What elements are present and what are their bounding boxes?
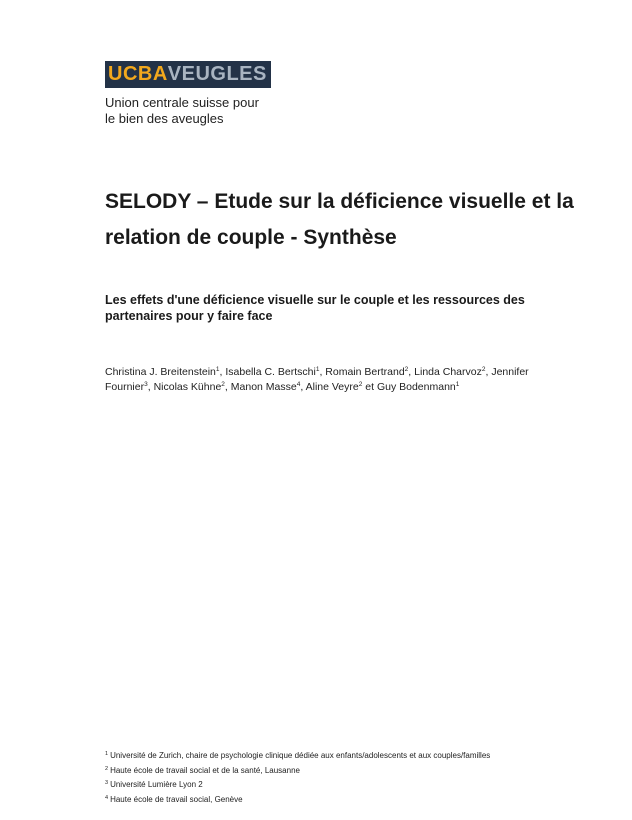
author-name: Nicolas Kühne [153,381,222,393]
author-name: Romain Bertrand [325,366,405,378]
document-title: SELODY – Etude sur la déficience visuelle et la relation de couple - Synthèse [105,190,574,249]
author-affiliation: 2 [481,366,486,373]
ucba-logo [105,61,271,88]
author-affiliation: 2 [358,381,363,388]
footnotes [105,749,585,807]
author-name: Aline Veyre [305,381,359,393]
footnote-item [105,749,585,764]
author-affiliation: 2 [221,381,225,388]
footnote-text: Université Lumière Lyon 2 [110,780,203,789]
footnote-number: 4 [105,794,109,801]
organization-line-2: le bien des aveugles [105,111,224,126]
logo-text-aveugles: VEUGLES [167,63,267,85]
author-affiliation: 2 [404,366,409,373]
author-affiliation: 1 [315,366,320,373]
author-separator: , [485,366,492,378]
author-name: Guy Bodenmann [376,381,456,393]
footnote-item [105,764,585,779]
author-name: Isabella C. Bertschi [225,366,316,378]
organization-line-1: Union centrale suisse pour [105,95,259,110]
author-name: Christina J. Breitenstein [105,366,216,378]
author-affiliation: 1 [215,366,220,373]
footnote-item [105,793,585,808]
organization-name [105,95,405,127]
footnote-item [105,778,585,793]
footnote-number: 1 [105,751,109,757]
logo-text-ucba: UCBA [108,63,168,85]
footnote-text: Haute école de travail social et de la santé, Lausanne [110,765,300,775]
footnote-text: Haute école de travail social, Genève [110,794,243,804]
author-separator: et [362,381,377,393]
author-affiliation: 1 [455,381,460,388]
footnote-number: 2 [105,765,109,772]
footnote-text: Université de Zurich, chaire de psychologie clinique dédiée aux enfants/adolescents et aux couples/familles [110,751,491,760]
author-separator: , [224,381,231,393]
author-name: Linda Charvoz [414,366,482,378]
document-subtitle: Les effets d'une déficience visuelle sur le couple et les ressources des partenaires pour y faire face [105,293,525,323]
author-list [105,365,560,395]
author-separator: , [319,366,326,378]
author-separator: , [408,366,415,378]
author-name: Jennifer Fournier [105,366,529,393]
author-separator: , [300,381,306,393]
author-affiliation: 3 [144,381,148,388]
author-affiliation: 4 [296,381,301,388]
footnote-number: 3 [105,780,109,786]
author-separator: , [219,366,226,378]
author-separator: , [147,381,154,393]
author-name: Manon Masse [230,381,297,393]
